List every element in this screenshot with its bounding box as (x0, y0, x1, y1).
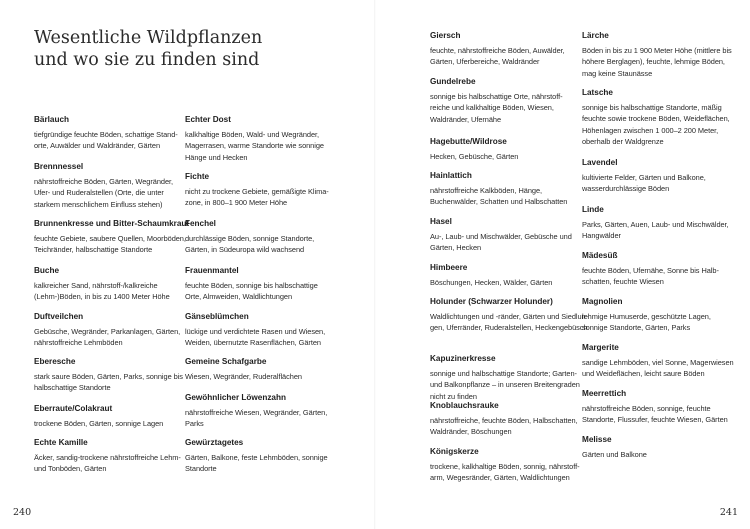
plant-habitat-line: nährstoffreiche Wiesen, Wegränder, Gärten, (185, 408, 328, 417)
plant-name: Echte Kamille (34, 438, 88, 447)
plant-habitat-line: mag keine Staunässe (582, 68, 653, 78)
plant-habitat-line: kalkreicher Sand, nährstoff-/kalkreiche (34, 281, 158, 290)
plant-habitat-line: nicht zu trockene Gebiete, gemäßigte Klima- (185, 187, 329, 196)
plant-habitat-line: Gärten, Uferbereiche, Waldränder (430, 57, 540, 67)
plant-habitat-line: starkem menschlichem Einfluss stehen) (34, 199, 163, 209)
plant-habitat-line: sonnige und halbschattige Standorte; Garten- (430, 369, 577, 378)
plant-name: Gänseblümchen (185, 312, 249, 321)
plant-habitat-line: Gärten, Hecken (430, 243, 482, 253)
plant-habitat-line: Standorte, Flussufer, feuchte Wiesen, Gärten (582, 415, 728, 425)
plant-habitat-line: sonnige bis halbschattige Standorte, mäßig (582, 103, 722, 112)
plant-habitat-line: tiefgründige feuchte Böden, schattige Stand- (34, 130, 178, 139)
plant-name: Hainlattich (430, 171, 472, 180)
plant-habitat-line: lückige und verdichtete Rasen und Wiesen, (185, 327, 326, 336)
plant-name: Kapuzinerkresse (430, 354, 496, 363)
plant-habitat-line: Hecken, Gebüsche, Gärten (430, 152, 519, 161)
plant-habitat-line: wasserdurchlässige Böden (582, 184, 670, 194)
plant-habitat-line: Gärten, in Südeuropa wild wachsend (185, 245, 305, 255)
plant-habitat-line: kalkhaltige Böden, Wald- und Wegränder, (185, 130, 320, 139)
plant-habitat-line: orte, Auwälder und Waldränder, Gärten (34, 141, 161, 151)
plant-habitat-line: Gärten und Balkone (582, 450, 647, 459)
plant-habitat-line: feuchte, nährstoffreiche Böden, Auwälder, (430, 46, 565, 55)
plant-entry (185, 392, 375, 430)
plant-name: Frauenmantel (185, 266, 239, 275)
plant-habitat-line: Parks, Gärten, Auen, Laub- und Mischwälder, (582, 220, 729, 229)
plant-habitat-line: Gebüsche, Wegränder, Parkanlagen, Gärten, (34, 327, 181, 336)
plant-habitat-line: oberhalb der Waldgrenze (582, 136, 664, 146)
plant-habitat-line: Höhenlagen zwischen 1 000–2 200 Meter, (582, 125, 719, 135)
plant-habitat-line: feuchte sowie trockene Böden, Weideflächen, (582, 114, 730, 124)
plant-name: Bärlauch (34, 115, 70, 124)
plant-name: Giersch (430, 31, 461, 40)
plant-name: Holunder (Schwarzer Holunder) (430, 297, 553, 306)
plant-habitat-line: feuchte Böden, sonnige bis halbschattige (185, 281, 318, 290)
plant-habitat-line: gen, Uferränder, Ruderalstellen, Heckengebüsch (430, 323, 588, 333)
plant-name: Knoblauchsrauke (430, 401, 499, 410)
plant-name: Fichte (185, 172, 210, 181)
plant-habitat-line: (Lehm-)Böden, in bis zu 1400 Meter Höhe (34, 292, 170, 302)
plant-name: Duftveilchen (34, 312, 84, 321)
plant-habitat-line: Parks (185, 419, 204, 429)
plant-name: Lärche (582, 31, 609, 40)
plant-entry (582, 388, 750, 426)
page-number-right: 241 (719, 507, 738, 518)
plant-habitat-line: und Tonböden, Gärten (34, 464, 107, 474)
title-line-1: Wesentliche Wildpflanzen (34, 28, 263, 48)
plant-name: Meerrettich (582, 389, 627, 398)
plant-entry (185, 218, 375, 256)
plant-entry (185, 171, 375, 209)
plant-habitat-line: Hänge und Hecken (185, 152, 248, 162)
plant-habitat-line: und Weideflächen, leicht saure Böden (582, 369, 705, 379)
plant-name: Magnolien (582, 297, 623, 306)
plant-habitat-line: feuchte Böden, Ufernähe, Sonne bis Halb- (582, 266, 719, 275)
plant-entry (185, 114, 375, 163)
plant-entry (582, 342, 750, 380)
plant-habitat-line: trockene, kalkhaltige Böden, sonnig, nährstoff- (430, 462, 580, 471)
plant-name: Mädesüß (582, 251, 618, 260)
plant-name: Lavendel (582, 158, 618, 167)
plant-entry (185, 311, 375, 349)
plant-habitat-line: nicht zu finden (430, 391, 477, 401)
plant-entry (582, 204, 750, 242)
plant-name: Hagebutte/Wildrose (430, 137, 507, 146)
plant-entry (582, 87, 750, 147)
title-line-2: und wo sie zu finden sind (34, 50, 260, 70)
plant-name: Königskerze (430, 447, 479, 456)
plant-name: Gemeine Schafgarbe (185, 357, 267, 366)
plant-habitat-line: Standorte (185, 464, 217, 474)
plant-habitat-line: stark saure Böden, Gärten, Parks, sonnige bis (34, 372, 183, 381)
plant-habitat-line: Orte, Almweiden, Waldlichtungen (185, 292, 293, 302)
plant-habitat-line: halbschattige Standorte (34, 383, 111, 393)
page-number-left: 240 (13, 507, 32, 518)
page-title (34, 27, 262, 71)
plant-name: Brunnenkresse und Bitter-Schaumkraut (34, 219, 190, 228)
plant-name: Melisse (582, 435, 612, 444)
plant-name: Hasel (430, 217, 452, 226)
plant-entry (582, 296, 750, 334)
plant-entry (582, 30, 750, 79)
plant-habitat-line: nährstoffreiche, feuchte Böden, Halbschatten, (430, 416, 578, 425)
plant-habitat-line: Hangwälder (582, 231, 621, 241)
plant-habitat-line: Weiden, übernutzte Rasenflächen, Gärten (185, 338, 321, 348)
plant-habitat-line: Waldränder, Böschungen (430, 427, 512, 437)
plant-name: Gewöhnlicher Löwenzahn (185, 393, 286, 402)
plant-habitat-line: Magerrasen, warme Standorte wie sonnige (185, 141, 324, 151)
plant-habitat-line: schatten, feuchte Wiesen (582, 277, 664, 287)
plant-entry (582, 434, 750, 460)
plant-habitat-line: höhere Berglagen), feuchte, lehmige Böden, (582, 57, 725, 67)
plant-habitat-line: Au-, Laub- und Mischwälder, Gebüsche und (430, 232, 572, 241)
plant-name: Linde (582, 205, 604, 214)
plant-habitat-line: durchlässige Böden, sonnige Standorte, (185, 234, 315, 243)
plant-entry (185, 356, 375, 382)
plant-habitat-line: sandige Lehmböden, viel Sonne, Magerwiesen (582, 358, 734, 367)
plant-habitat-line: sonnige bis halbschattige Orte, nährstoff- (430, 92, 563, 101)
plant-habitat-line: Waldlichtungen und -ränder, Gärten und Siedlun- (430, 312, 589, 321)
plant-habitat-line: kultivierte Felder, Gärten und Balkone, (582, 173, 706, 182)
plant-habitat-line: nährstoffreiche Kalkböden, Hänge, (430, 186, 543, 195)
plant-habitat-line: Teichränder, halbschattige Standorte (34, 245, 153, 255)
plant-entry (582, 250, 750, 288)
plant-habitat-line: Gärten, Balkone, feste Lehmböden, sonnige (185, 453, 328, 462)
plant-entry (582, 157, 750, 195)
plant-habitat-line: Ufer- und Ruderalstellen (Orte, die unter (34, 188, 164, 198)
plant-habitat-line: nährstoffreiche Böden, sonnige, feuchte (582, 404, 711, 413)
plant-entry (185, 265, 375, 303)
plant-entry (185, 437, 375, 475)
plant-habitat-line: nährstoffreiche Lehmböden (34, 338, 123, 348)
plant-habitat-line: arm, Wegesränder, Gärten, Waldlichtungen (430, 473, 570, 483)
plant-name: Brennnessel (34, 162, 84, 171)
plant-name: Margerite (582, 343, 619, 352)
plant-habitat-line: Buchenwälder, Schatten und Halbschatten (430, 197, 568, 207)
plant-name: Echter Dost (185, 115, 231, 124)
plant-name: Fenchel (185, 219, 216, 228)
plant-name: Eberesche (34, 357, 76, 366)
plant-habitat-line: trockene Böden, Gärten, sonnige Lagen (34, 419, 164, 428)
plant-name: Gundelrebe (430, 77, 476, 86)
plant-habitat-line: Wiesen, Wegränder, Ruderalflächen (185, 372, 302, 381)
plant-habitat-line: lehmige Humuserde, geschützte Lagen, (582, 312, 711, 321)
plant-name: Buche (34, 266, 60, 275)
plant-name: Gewürztagetes (185, 438, 244, 447)
plant-habitat-line: sonnige Standorte, Gärten, Parks (582, 323, 691, 333)
plant-name: Eberraute/Colakraut (34, 404, 113, 413)
plant-habitat-line: nährstoffreiche Böden, Gärten, Wegränder, (34, 177, 174, 186)
plant-habitat-line: feuchte Gebiete, saubere Quellen, Moorböden, (34, 234, 186, 243)
plant-habitat-line: Äcker, sandig-trockene nährstoffreiche Lehm- (34, 453, 181, 462)
plant-habitat-line: reiche und kalkhaltige Böden, Wiesen, (430, 103, 554, 113)
plant-name: Latsche (582, 88, 613, 97)
plant-habitat-line: zone, in 800–1 900 Meter Höhe (185, 198, 288, 208)
plant-habitat-line: Böden in bis zu 1 900 Meter Höhe (mittlere bis (582, 46, 732, 55)
plant-habitat-line: Böschungen, Hecken, Wälder, Gärten (430, 278, 553, 287)
plant-habitat-line: Waldränder, Ufernähe (430, 114, 502, 124)
plant-habitat-line: und Balkonpflanze – in unseren Breitengraden (430, 380, 580, 390)
plant-name: Himbeere (430, 263, 468, 272)
